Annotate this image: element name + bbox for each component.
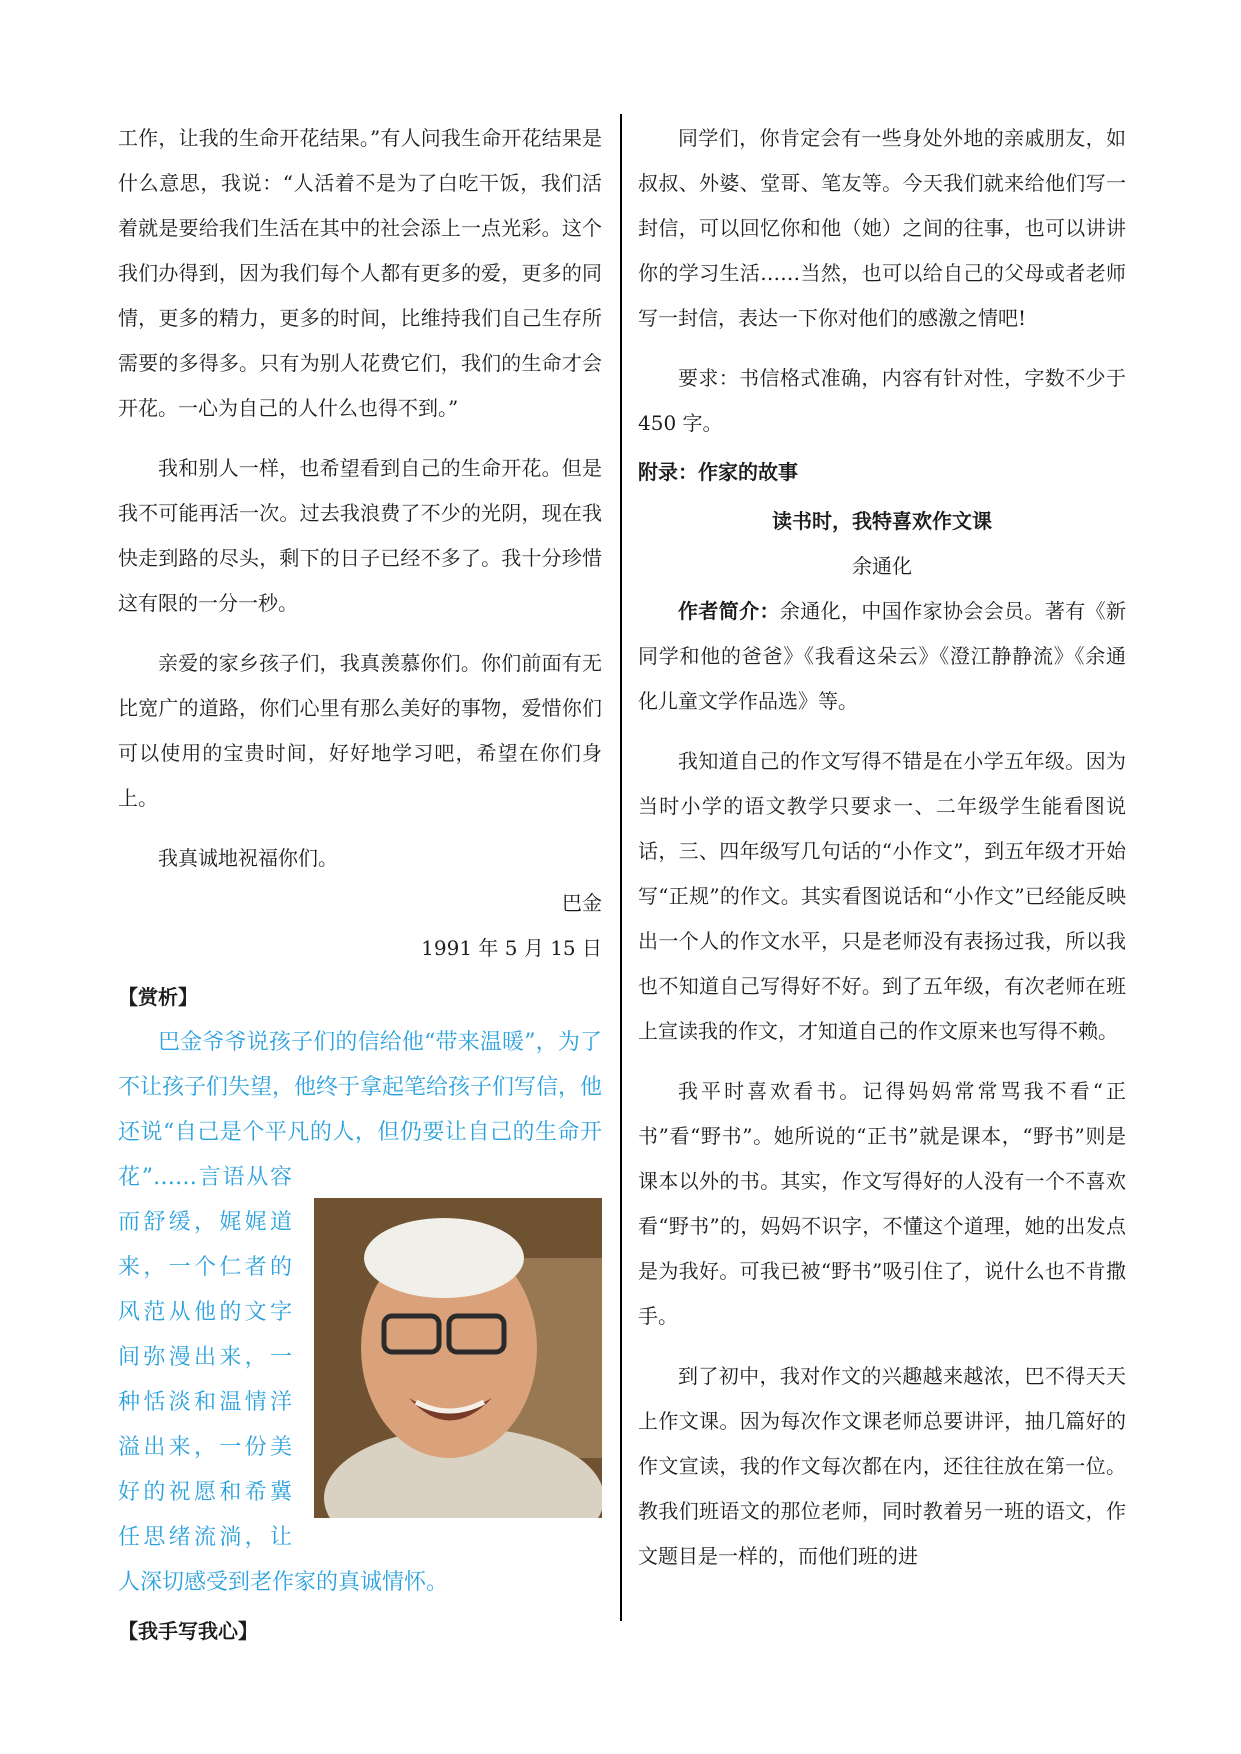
left-column — [118, 116, 602, 1654]
author-photo — [314, 1198, 602, 1518]
bio-label: 作者简介： — [678, 599, 780, 623]
analysis-text: 巴金爷爷说孩子们的信给他“带来温暖”，为了不让孩子们失望，他终于拿起笔给孩子们写信，他还说“自己是个平凡的人，但仍要让自己的生命开花”……言语从容而舒缓，娓娓道来，一个仁者的风范从他的文字间弥漫出来，一种恬淡和温情洋溢出来，一份美好的祝愿和希冀任思绪流淌，让人深切感受到老作家的真诚情怀。 — [118, 1030, 603, 1595]
letter-paragraph-2: 我和别人一样，也希望看到自己的生命开花。但是我不可能再活一次。过去我浪费了不少的光阴，现在我快走到路的尽头，剩下的日子已经不多了。我十分珍惜这有限的一分一秒。 — [118, 456, 602, 615]
letter-paragraph-4: 我真诚地祝福你们。 — [158, 846, 338, 870]
analysis-section — [118, 1020, 602, 1605]
portrait-image — [314, 1198, 602, 1518]
column-divider — [620, 114, 622, 1621]
story-author: 余通化 — [852, 554, 912, 578]
right-column — [638, 116, 1126, 1579]
story-paragraph-3: 到了初中，我对作文的兴趣越来越浓，巴不得天天上作文课。因为每次作文课老师总要讲评，抽几篇好的作文宣读，我的作文每次都在内，还往往放在第一位。教我们班语文的那位老师，同时教着另一班的语文，作文题目是一样的，而他们班的进 — [638, 1364, 1126, 1568]
story-paragraph-2: 我平时喜欢看书。记得妈妈常常骂我不看“正书”看“野书”。她所说的“正书”就是课本，“野书”则是课本以外的书。其实，作文写得好的人没有一个不喜欢看“野书”的，妈妈不识字，不懂这个道理，她的出发点是为我好。可我已被“野书”吸引住了，说什么也不肯撒手。 — [638, 1079, 1126, 1328]
letter-date: 1991 年 5 月 15 日 — [421, 936, 602, 960]
story-title: 读书时，我特喜欢作文课 — [772, 509, 992, 533]
assignment-paragraph: 同学们，你肯定会有一些身处外地的亲戚朋友，如叔叔、外婆、堂哥、笔友等。今天我们就来给他们写一封信，可以回忆你和他（她）之间的往事，也可以讲讲你的学习生活……当然，也可以给自己的父母或者老师写一封信，表达一下你对他们的感激之情吧! — [638, 126, 1126, 330]
write-heading: 【我手写我心】 — [118, 1619, 258, 1643]
appendix-heading: 附录：作家的故事 — [638, 460, 798, 484]
letter-paragraph-3: 亲爱的家乡孩子们，我真羡慕你们。你们前面有无比宽广的道路，你们心里有那么美好的事物，爱惜你们可以使用的宝贵时间，好好地学习吧，希望在你们身上。 — [118, 651, 602, 810]
story-paragraph-1: 我知道自己的作文写得不错是在小学五年级。因为当时小学的语文教学只要求一、二年级学生能看图说话，三、四年级写几句话的“小作文”，到五年级才开始写“正规”的作文。其实看图说话和“小作文”已经能反映出一个人的作文水平，只是老师没有表扬过我，所以我也不知道自己写得好不好。到了五年级，有次老师在班上宣读我的作文，才知道自己的作文原来也写得不赖。 — [638, 749, 1126, 1043]
author-bio — [638, 589, 1126, 724]
analysis-heading: 【赏析】 — [118, 985, 198, 1009]
letter-signature: 巴金 — [562, 891, 602, 915]
bio-text: 余通化，中国作家协会会员。著有《新同学和他的爸爸》《我看这朵云》《澄江静静流》《余通化儿童文学作品选》等。 — [638, 599, 1127, 713]
letter-paragraph-1: 工作，让我的生命开花结果。”有人问我生命开花结果是什么意思，我说：“人活着不是为了白吃干饭，我们活着就是要给我们生活在其中的社会添上一点光彩。这个我们办得到，因为我们每个人都有更多的爱，更多的同情，更多的精力，更多的时间，比维持我们自己生存所需要的多得多。只有为别人花费它们，我们的生命才会开花。一心为自己的人什么也得不到。” — [118, 126, 602, 420]
assignment-requirement: 要求：书信格式准确，内容有针对性，字数不少于 450 字。 — [638, 366, 1126, 435]
